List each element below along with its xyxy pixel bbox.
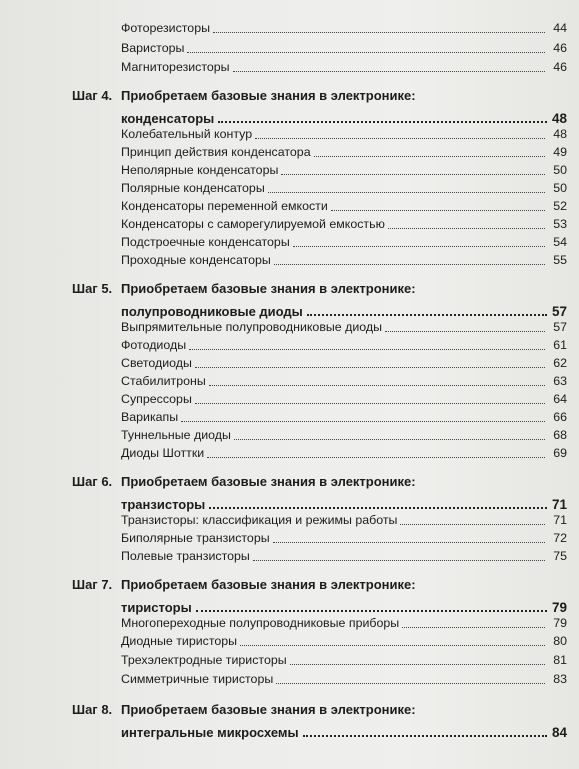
entry-title: Полевые транзисторы: [121, 549, 250, 563]
dot-leader: [281, 174, 545, 175]
dot-leader: [290, 664, 545, 665]
dot-leader: [195, 403, 545, 404]
entry-title: Варисторы: [121, 41, 185, 55]
toc-entry: [121, 214, 567, 232]
entry-page: 69: [553, 446, 567, 460]
entry-title: Стабилитроны: [121, 374, 206, 388]
dot-leader: [196, 610, 547, 612]
entry-title: Магниторезисторы: [121, 60, 230, 74]
dot-leader: [307, 314, 547, 316]
toc-entry: [121, 178, 567, 196]
step-page: 57: [551, 304, 567, 319]
entry-title: Подстроечные конденсаторы: [121, 235, 290, 249]
dot-leader: [268, 192, 545, 193]
entry-title: Многопереходные полупроводниковые приборы: [121, 616, 400, 630]
step-number: Шаг 7.: [72, 577, 113, 592]
dot-leader: [273, 542, 545, 543]
entry-page: 46: [553, 41, 567, 55]
entry-page: 50: [553, 163, 567, 177]
dot-leader: [402, 627, 545, 628]
dot-leader: [209, 507, 547, 509]
step-title-line1: Приобретаем базовые знания в электронике:: [121, 702, 416, 717]
dot-leader: [293, 246, 545, 247]
step-page: 71: [551, 497, 567, 512]
entry-title: Фоторезисторы: [121, 21, 210, 35]
entry-title: Трехэлектродные тиристоры: [121, 653, 287, 667]
toc-entry: [121, 335, 567, 353]
entry-title: Фотодиоды: [121, 338, 187, 352]
toc-entry: [121, 38, 567, 56]
dot-leader: [253, 560, 545, 561]
toc-entry: [121, 371, 567, 389]
dot-leader: [274, 264, 545, 265]
entry-title: Полярные конденсаторы: [121, 181, 265, 195]
entry-page: 61: [553, 338, 567, 352]
toc-entry: [121, 250, 567, 268]
toc-entry: [121, 389, 567, 407]
entry-page: 81: [553, 653, 567, 667]
entry-page: 53: [553, 217, 567, 231]
dot-leader: [187, 52, 545, 53]
toc-entry: [121, 443, 567, 461]
toc-entry: [121, 528, 567, 546]
step-number: Шаг 6.: [72, 474, 113, 489]
entry-page: 66: [553, 410, 567, 424]
entry-page: 83: [553, 672, 567, 686]
entry-page: 57: [553, 320, 567, 334]
entry-title: Варикапы: [121, 410, 179, 424]
toc-entry: [121, 124, 567, 142]
toc-entry: [121, 650, 567, 668]
step-page: 84: [551, 725, 567, 740]
step-title-line2: тиристоры: [121, 600, 192, 615]
entry-title: Супрессоры: [121, 392, 192, 406]
toc-entry: [121, 631, 567, 649]
entry-title: Конденсаторы с саморегулируемой емкостью: [121, 217, 385, 231]
dot-leader: [314, 156, 545, 157]
entry-title: Светодиоды: [121, 356, 192, 370]
step-page: 79: [551, 600, 567, 615]
entry-page: 62: [553, 356, 567, 370]
dot-leader: [276, 683, 545, 684]
dot-leader: [189, 349, 545, 350]
toc-entry: [121, 669, 567, 687]
dot-leader: [209, 385, 545, 386]
entry-page: 50: [553, 181, 567, 195]
toc-entry: [121, 57, 567, 75]
toc-entry: [121, 18, 567, 36]
step-number: Шаг 8.: [72, 702, 113, 717]
toc-entry: [121, 353, 567, 371]
step-title-line2: конденсаторы: [121, 111, 215, 126]
step-title-line1: Приобретаем базовые знания в электронике:: [121, 281, 416, 296]
toc-entry: [121, 196, 567, 214]
dot-leader: [195, 367, 545, 368]
dot-leader: [400, 524, 545, 525]
toc-entry: [121, 613, 567, 631]
entry-page: 52: [553, 199, 567, 213]
entry-page: 79: [553, 616, 567, 630]
entry-page: 48: [553, 127, 567, 141]
dot-leader: [207, 457, 545, 458]
dot-leader: [218, 121, 547, 123]
toc-entry: [121, 142, 567, 160]
step-title-line2: транзисторы: [121, 497, 206, 512]
toc-entry: [121, 510, 567, 528]
entry-title: Проходные конденсаторы: [121, 253, 271, 267]
entry-page: 49: [553, 145, 567, 159]
dot-leader: [255, 138, 545, 139]
entry-title: Туннельные диоды: [121, 428, 231, 442]
entry-page: 54: [553, 235, 567, 249]
dot-leader: [331, 210, 545, 211]
entry-page: 44: [553, 21, 567, 35]
entry-page: 55: [553, 253, 567, 267]
entry-title: Симметричные тиристоры: [121, 672, 274, 686]
step-title-line2: интегральные микросхемы: [121, 725, 299, 740]
step-title-line2: полупроводниковые диоды: [121, 304, 303, 319]
step-number: Шаг 5.: [72, 281, 113, 296]
entry-title: Выпрямительные полупроводниковые диоды: [121, 320, 383, 334]
entry-title: Неполярные конденсаторы: [121, 163, 279, 177]
dot-leader: [385, 331, 545, 332]
entry-page: 75: [553, 549, 567, 563]
dot-leader: [303, 735, 547, 737]
toc-entry: [121, 232, 567, 250]
step-number: Шаг 4.: [72, 88, 113, 103]
step-page: 48: [551, 111, 567, 126]
step-title-line1: Приобретаем базовые знания в электронике:: [121, 577, 416, 592]
entry-page: 72: [553, 531, 567, 545]
toc-entry: [121, 425, 567, 443]
entry-title: Транзисторы: классификация и режимы работы: [121, 513, 398, 527]
dot-leader: [388, 228, 545, 229]
entry-page: 46: [553, 60, 567, 74]
step-title-line1: Приобретаем базовые знания в электронике:: [121, 474, 416, 489]
toc-entry: [121, 546, 567, 564]
entry-title: Колебательный контур: [121, 127, 253, 141]
dot-leader: [213, 32, 545, 33]
entry-title: Диодные тиристоры: [121, 634, 238, 648]
dot-leader: [181, 421, 545, 422]
dot-leader: [234, 439, 545, 440]
entry-title: Диоды Шоттки: [121, 446, 205, 460]
entry-page: 71: [553, 513, 567, 527]
toc-entry: [121, 407, 567, 425]
entry-page: 64: [553, 392, 567, 406]
toc-entry: [121, 160, 567, 178]
toc-entry: [121, 317, 567, 335]
entry-title: Биполярные транзисторы: [121, 531, 270, 545]
entry-title: Конденсаторы переменной емкости: [121, 199, 328, 213]
dot-leader: [240, 645, 545, 646]
entry-page: 63: [553, 374, 567, 388]
step-title-line1: Приобретаем базовые знания в электронике:: [121, 88, 416, 103]
entry-title: Принцип действия конденсатора: [121, 145, 311, 159]
entry-page: 68: [553, 428, 567, 442]
dot-leader: [233, 71, 545, 72]
entry-page: 80: [553, 634, 567, 648]
